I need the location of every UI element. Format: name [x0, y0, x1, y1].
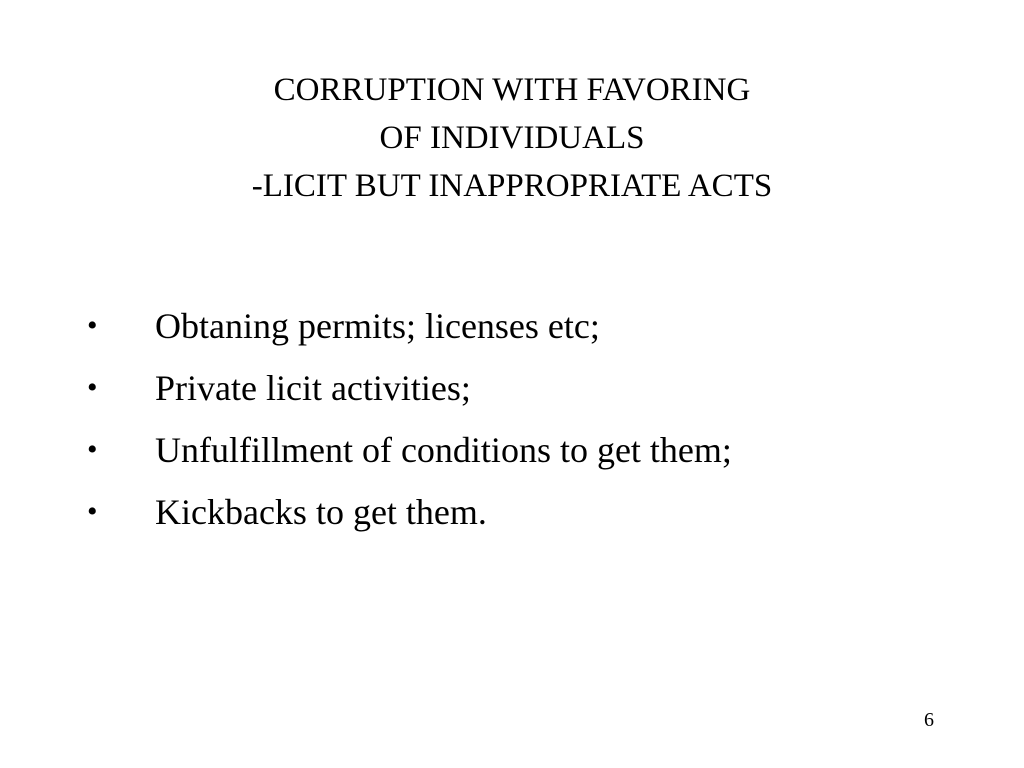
bullet-list: [0, 300, 1024, 548]
title-line-3: -LICIT BUT INAPPROPRIATE ACTS: [251, 168, 773, 204]
bullet-marker: •: [87, 433, 98, 466]
page-number: 6: [924, 709, 934, 731]
bullet-item-permits: [0, 300, 1024, 362]
bullet-text: Private licit activities;: [155, 368, 471, 408]
bullet-marker: •: [87, 371, 98, 404]
bullet-text: Unfulfillment of conditions to get them;: [155, 430, 732, 470]
bullet-item-unfulfillment: [0, 424, 1024, 486]
bullet-marker: •: [87, 495, 98, 528]
bullet-item-kickbacks: [0, 486, 1024, 548]
bullet-item-private-activities: [0, 362, 1024, 424]
title-line-2: OF INDIVIDUALS: [379, 120, 645, 156]
title-line-1: CORRUPTION WITH FAVORING: [273, 72, 751, 108]
bullet-text: Obtaning permits; licenses etc;: [155, 306, 600, 346]
slide-title: [0, 66, 1024, 210]
bullet-marker: •: [87, 309, 98, 342]
bullet-text: Kickbacks to get them.: [155, 492, 487, 532]
